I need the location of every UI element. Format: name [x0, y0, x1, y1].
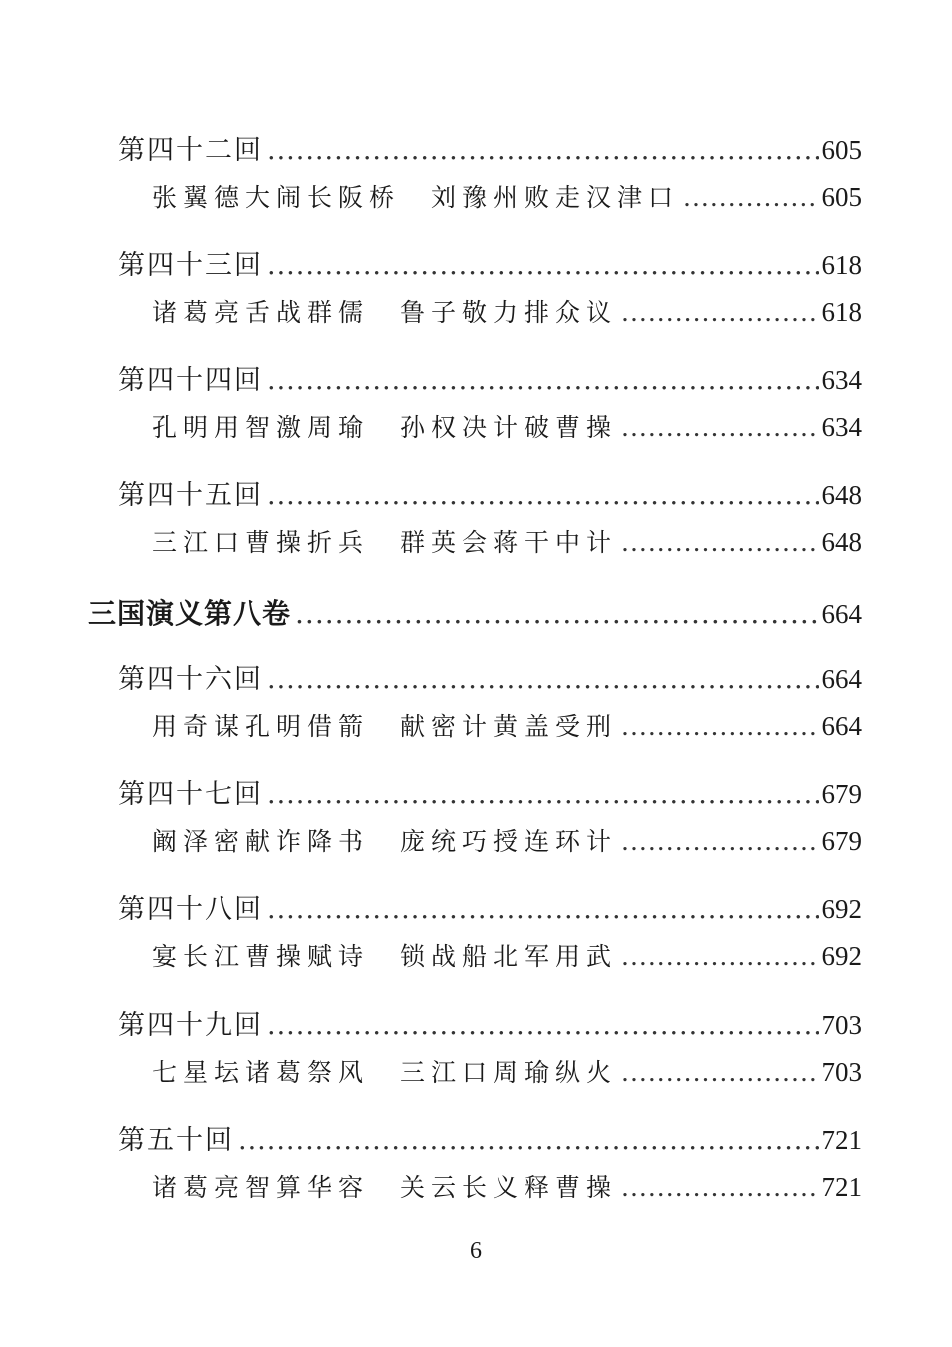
toc-entry-page: 703 [821, 1010, 862, 1040]
toc-entry-subtitle-47[interactable] [152, 822, 862, 858]
dot-leader [295, 597, 818, 630]
toc-entry-title: 第四十二回 [118, 135, 263, 166]
dot-leader [683, 183, 818, 212]
dot-leader [621, 528, 818, 557]
toc-entry-page: 664 [821, 711, 862, 741]
toc-entry-page: 721 [821, 1172, 862, 1202]
toc-entry-subtitle-45[interactable] [152, 523, 862, 559]
toc-entry-subtitle-48[interactable] [152, 937, 862, 973]
toc-entry-chapter-43[interactable] [118, 243, 862, 282]
toc-entry-subtitle-46[interactable] [152, 707, 862, 743]
dot-leader [621, 712, 818, 741]
dot-leader [267, 779, 819, 810]
toc-entry-title: 诸葛亮智算华容 关云长义释曹操 [152, 1173, 618, 1202]
toc-entry-subtitle-44[interactable] [152, 408, 862, 444]
toc-entry-title: 第四十六回 [118, 664, 263, 695]
toc-entry-volume-8[interactable] [88, 592, 862, 632]
toc-entry-title: 七星坛诸葛祭风 三江口周瑜纵火 [152, 1058, 618, 1087]
toc-entry-page: 648 [821, 480, 862, 510]
dot-leader [621, 1058, 818, 1087]
toc-entry-title: 第四十四回 [118, 365, 263, 396]
toc-entry-title: 用奇谋孔明借箭 献密计黄盖受刑 [152, 712, 618, 741]
toc-entry-chapter-49[interactable] [118, 1003, 862, 1042]
dot-leader [621, 942, 818, 971]
toc-entry-page: 618 [821, 250, 862, 280]
toc-entry-title: 宴长江曹操赋诗 锁战船北军用武 [152, 942, 618, 971]
dot-leader [621, 413, 818, 442]
dot-leader [267, 365, 819, 396]
toc-entry-title: 第四十八回 [118, 894, 263, 925]
toc-entry-chapter-44[interactable] [118, 358, 862, 397]
toc-entry-page: 692 [821, 894, 862, 924]
toc-entry-page: 679 [821, 779, 862, 809]
dot-leader [238, 1125, 819, 1156]
toc-entry-subtitle-43[interactable] [152, 293, 862, 329]
toc-entry-page: 692 [821, 941, 862, 971]
toc-entry-subtitle-49[interactable] [152, 1053, 862, 1089]
toc-entry-page: 664 [821, 664, 862, 694]
dot-leader [267, 250, 819, 281]
toc-entry-chapter-46[interactable] [118, 657, 862, 696]
toc-entry-page: 605 [821, 135, 862, 165]
toc-entry-subtitle-50[interactable] [152, 1168, 862, 1204]
toc-entry-page: 605 [821, 182, 862, 212]
dot-leader [267, 480, 819, 511]
toc-entry-title: 第四十九回 [118, 1010, 263, 1041]
toc-entry-title: 孔明用智激周瑜 孙权决计破曹操 [152, 413, 618, 442]
dot-leader [267, 894, 819, 925]
dot-leader [621, 298, 818, 327]
toc-entry-page: 703 [821, 1057, 862, 1087]
toc-entry-page: 679 [821, 826, 862, 856]
toc-entry-page: 664 [821, 599, 862, 629]
toc-entry-title: 第四十七回 [118, 779, 263, 810]
toc-entry-title: 第五十回 [118, 1125, 234, 1156]
toc-entry-page: 634 [821, 412, 862, 442]
toc-entry-title: 第四十三回 [118, 250, 263, 281]
toc-entry-page: 634 [821, 365, 862, 395]
toc-entry-page: 618 [821, 297, 862, 327]
dot-leader [267, 664, 819, 695]
toc-entry-title: 阚泽密献诈降书 庞统巧授连环计 [152, 827, 618, 856]
toc-entry-title: 诸葛亮舌战群儒 鲁子敬力排众议 [152, 298, 618, 327]
toc-entry-title: 三江口曹操折兵 群英会蒋干中计 [152, 528, 618, 557]
toc-entry-title: 第四十五回 [118, 480, 263, 511]
dot-leader [621, 827, 818, 856]
toc-entry-title: 三国演义第八卷 [88, 597, 292, 630]
toc-entry-chapter-42[interactable] [118, 128, 862, 167]
toc-entry-chapter-50[interactable] [118, 1118, 862, 1157]
toc-entry-page: 721 [821, 1125, 862, 1155]
toc-entry-title: 张翼德大闹长阪桥 刘豫州败走汉津口 [152, 183, 680, 212]
toc-entry-page: 648 [821, 527, 862, 557]
dot-leader [267, 1010, 819, 1041]
toc-entry-chapter-45[interactable] [118, 473, 862, 512]
dot-leader [267, 135, 819, 166]
toc-entry-chapter-48[interactable] [118, 887, 862, 926]
toc-entry-chapter-47[interactable] [118, 772, 862, 811]
dot-leader [621, 1173, 818, 1202]
toc-entry-subtitle-42[interactable] [152, 178, 862, 214]
page-number: 6 [470, 1238, 482, 1264]
